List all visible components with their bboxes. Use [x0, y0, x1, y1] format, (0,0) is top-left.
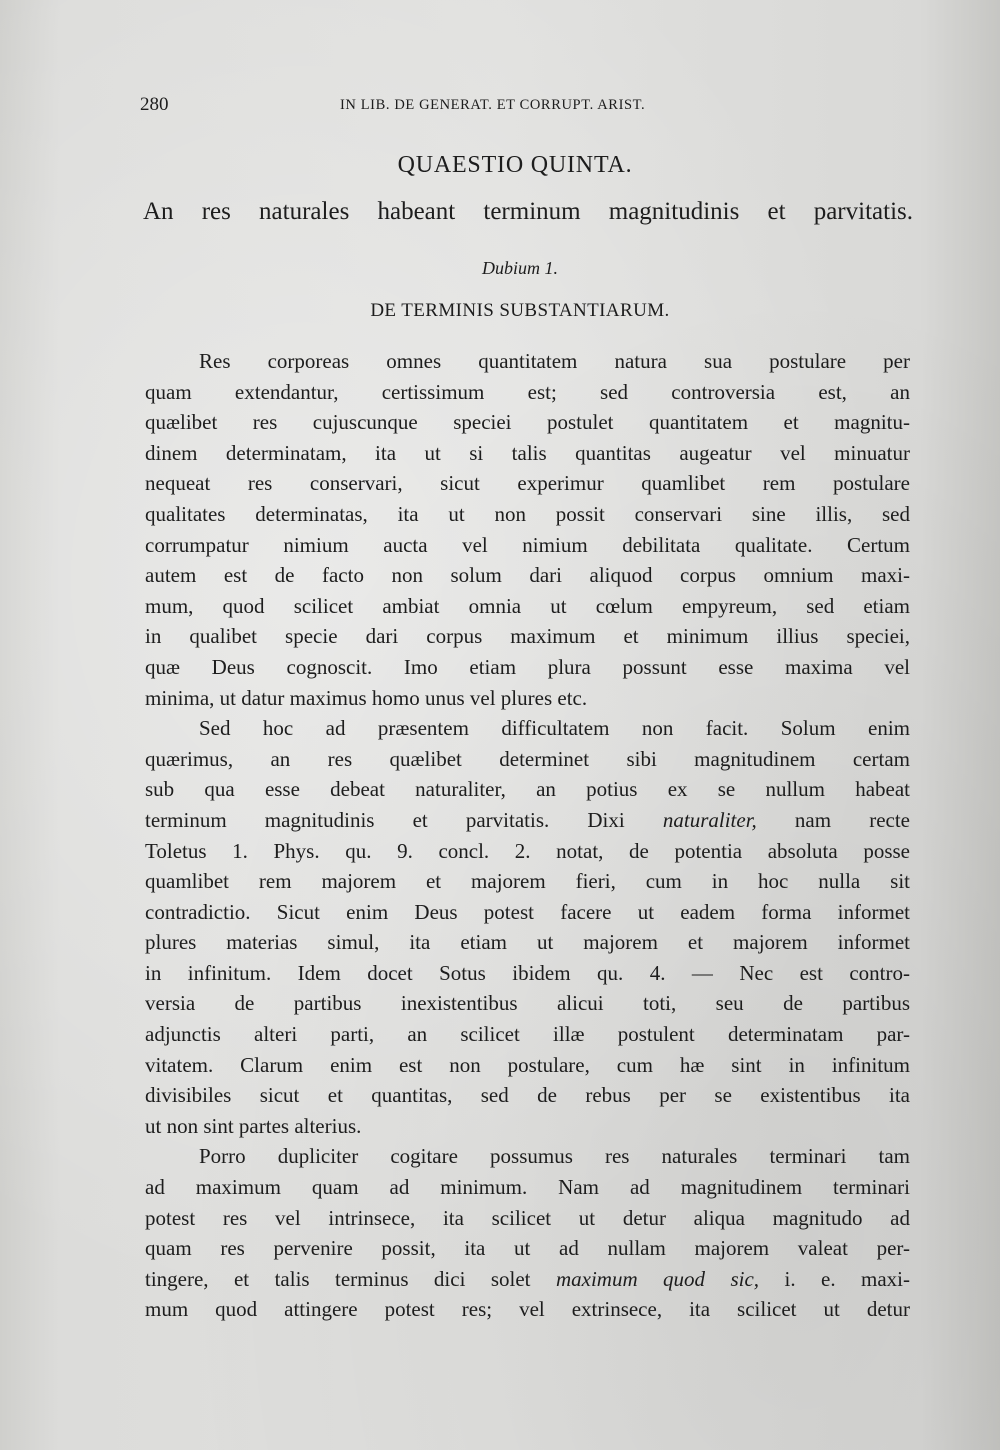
text-line: contradictio. Sicut enim Deus potest facere ut eadem forma informet — [145, 899, 910, 924]
line-text: terminum magnitudinis et parvitatis. Dixi — [145, 807, 663, 832]
text-line: sub qua esse debeat naturaliter, an potius ex se nullum habeat — [145, 777, 910, 802]
italic-term: maximum quod sic, — [555, 1266, 760, 1291]
text-line: mum, quod scilicet ambiat omnia ut cœlum empyreum, sed etiam — [145, 593, 910, 618]
text-line: quam res pervenire possit, ita ut ad nullam majorem valeat per- — [145, 1236, 910, 1261]
running-title: IN LIB. DE GENERAT. ET CORRUPT. ARIST. — [340, 97, 646, 113]
text-line: potest res vel intrinsece, ita scilicet ut detur aliqua magnitudo ad — [145, 1205, 910, 1230]
text-line: adjunctis alteri parti, an scilicet illæ postulent determinatam par- — [145, 1022, 910, 1047]
section-heading: DE TERMINIS SUBSTANTIARUM. — [370, 300, 670, 321]
paragraph-1 — [145, 346, 910, 713]
text-line: ut non sint partes alterius. — [145, 1113, 362, 1138]
paragraph-3 — [145, 1141, 910, 1325]
text-line: dinem determinatam, ita ut si talis quantitas augeatur vel minuatur — [145, 440, 910, 465]
text-line: Res corporeas omnes quantitatem natura sua postulare per — [199, 349, 910, 373]
text-line: Sed hoc ad præsentem difficultatem non facit. Solum enim — [199, 716, 910, 741]
text-line: corrumpatur nimium aucta vel nimium debilitata qualitate. Certum — [145, 532, 910, 557]
text-line-with-italic — [145, 1264, 910, 1295]
text-line: in qualibet specie dari corpus maximum et minimum illius speciei, — [145, 624, 910, 649]
running-head — [140, 94, 910, 120]
text-line: quælibet res cujuscunque speciei postulet quantitatem et magnitu- — [145, 410, 910, 435]
body-text — [145, 346, 910, 1325]
question-title: QUAESTIO QUINTA. — [397, 152, 633, 178]
italic-term: naturaliter, — [662, 807, 757, 832]
paragraph-2 — [145, 713, 910, 1141]
text-line: mum quod attingere potest res; vel extrinsece, ita scilicet ut detur — [145, 1297, 910, 1322]
text-line: quam extendantur, certissimum est; sed controversia est, an — [145, 379, 910, 404]
text-line: minima, ut datur maximus homo unus vel plures etc. — [145, 685, 588, 710]
text-line: plures materias simul, ita etiam ut majorem et majorem informet — [145, 930, 910, 955]
text-line-with-italic — [145, 805, 910, 836]
text-line: nequeat res conservari, sicut experimur quamlibet rem postulare — [145, 471, 910, 496]
text-line: in infinitum. Idem docet Sotus ibidem qu. 4. — Nec est contro- — [145, 960, 910, 985]
text-line: versia de partibus inexistentibus alicui toti, seu de partibus — [145, 991, 910, 1016]
line-text: tingere, et talis terminus dici solet — [145, 1266, 556, 1291]
line-text: nam recte — [756, 807, 911, 832]
dubium-label: Dubium 1. — [482, 258, 558, 278]
text-line: Porro dupliciter cogitare possumus res naturales terminari tam — [199, 1144, 910, 1169]
text-line: autem est de facto non solum dari aliquod corpus omnium maxi- — [145, 563, 910, 588]
text-line: qualitates determinatas, ita ut non possit conservari sine illis, sed — [145, 501, 910, 526]
text-line: divisibiles sicut et quantitas, sed de rebus per se existentibus ita — [145, 1083, 910, 1108]
text-line: Toletus 1. Phys. qu. 9. concl. 2. notat, de potentia absoluta posse — [145, 838, 910, 863]
text-line: vitatem. Clarum enim est non postulare, cum hæ sint in infinitum — [145, 1052, 910, 1077]
question-subtitle: An res naturales habeant terminum magnitudinis et parvitatis. — [143, 198, 913, 225]
text-line: ad maximum quam ad minimum. Nam ad magnitudinem terminari — [145, 1175, 910, 1200]
text-line: quærimus, an res quælibet determinet sibi magnitudinem certam — [145, 746, 910, 771]
text-line: quamlibet rem majorem et majorem fieri, cum in hoc nulla sit — [145, 869, 910, 894]
line-text: i. e. maxi- — [759, 1266, 911, 1291]
text-line: quæ Deus cognoscit. Imo etiam plura possunt esse maxima vel — [145, 654, 910, 679]
page-number: 280 — [140, 94, 169, 115]
